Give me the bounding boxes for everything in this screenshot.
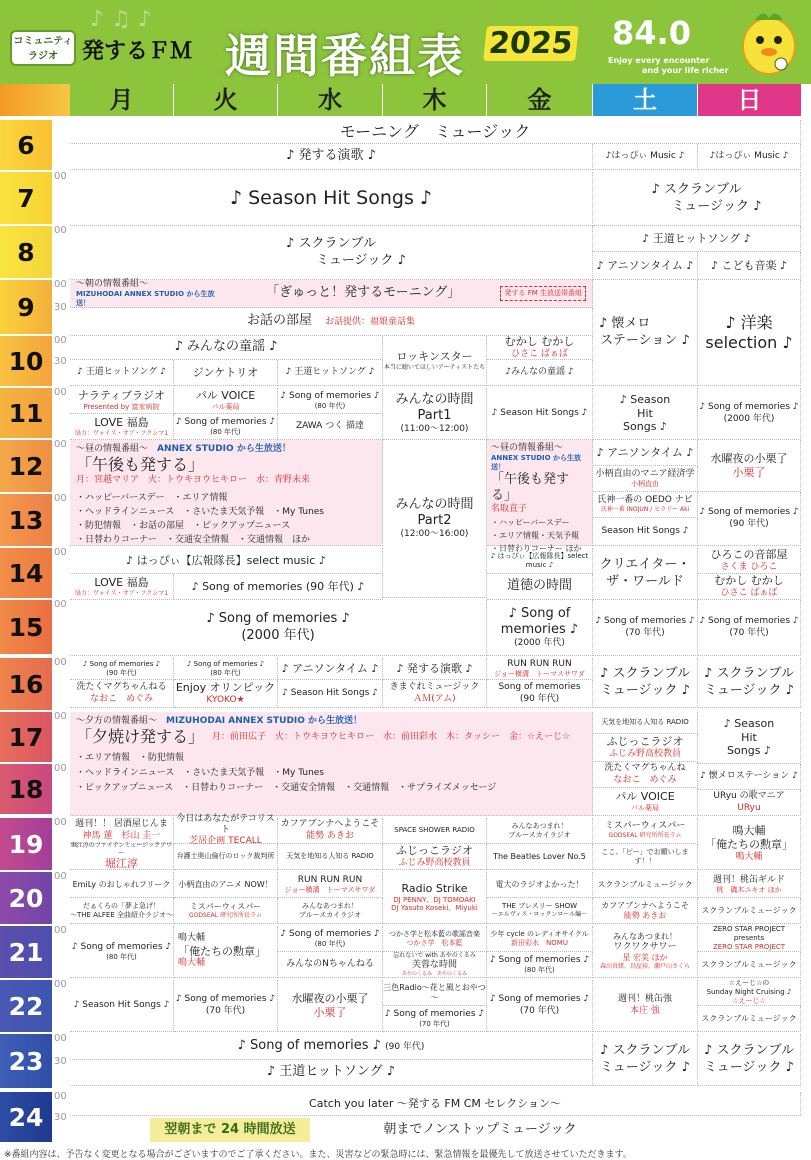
program-tenki-radio-wed: 天気を地知る人知る RADIO bbox=[278, 844, 383, 870]
program-scramble-sat16: ♪ スクランブル ミュージック ♪ bbox=[593, 658, 698, 708]
program-run-run-run-fri: RUN RUN RUN ジョー横溝 トーマスサワダ bbox=[487, 658, 593, 680]
program-anison-sat: ♪ アニソンタイム ♪ bbox=[593, 252, 698, 280]
program-som-90-mon16: ♪ Song of memories ♪ (90 年代) bbox=[70, 658, 174, 680]
program-sentaku-sat: 洗たくマグちゃんね なおこ めぐみ bbox=[593, 762, 698, 788]
program-cafe-abunna-sat: カフアブンナへようこそ 能勢 あきお bbox=[593, 898, 698, 924]
minute-label: 00 bbox=[54, 871, 67, 882]
program-scramble-sat20: スクランブルミュージック bbox=[593, 872, 698, 898]
program-gogo-mo-hassuru-fri: ～昼の情報番組～ ANNEX STUDIO から生放送！ 「午後も発する」 名取直子 ・ハッピーバースデー ・エリア情報・天気予報 ・日替わりコーナー ほか bbox=[487, 440, 593, 546]
program-sunday-night-cruising: ☆えーじ☆の Sunday Night Cruising ♪ ☆えーじ☆ bbox=[698, 980, 801, 1006]
program-kayou-ongaku: つかさ学と松本藍の歌謡音楽 つかさ学 松本藍 bbox=[383, 926, 487, 952]
program-enjoy-olympic: Enjoy オリンピック KYOKO★ bbox=[174, 680, 278, 708]
mascot-icon bbox=[735, 6, 803, 78]
program-dendai-radio: 電大のラジオよかった！ bbox=[487, 872, 593, 898]
hour-label: 13 bbox=[0, 494, 52, 548]
program-gyutto-morning: ～朝の情報番組～ MIZUHODAI ANNEX STUDIO から生放送！ 「ぎゅっと！発するモーニング」 発する FM 生放送帯番組 bbox=[70, 280, 593, 308]
program-som-90-afternoon: ♪ Song of memories (90 年代) ♪ bbox=[174, 574, 383, 600]
program-zero-star: ZERO STAR PROJECT presents ZERO STAR PROJECT bbox=[698, 926, 801, 952]
hour-label: 23 bbox=[0, 1034, 52, 1090]
hour-label: 18 bbox=[0, 764, 52, 816]
program-tecolist: 今日はあなたがテコリスト 芝居企画 TECALL bbox=[174, 818, 278, 844]
program-oguri-wed22: 水曜夜の小栗了 小栗了 bbox=[278, 980, 383, 1032]
program-alfee-radio: だぁくろの「夢よ急げ！ ～THE ALFEE 全曲紹介ラジオ～ bbox=[70, 898, 174, 924]
program-jinke-trio: ジンケトリオ bbox=[174, 360, 278, 386]
footer-note: ※番組内容は、予告なく変更となる場合がございますのでご了承ください。また、災害などの緊急時には、緊急情報を最優先して放送させていただきます。 bbox=[4, 1150, 632, 1160]
program-happy-select-fri: ♪ はっぴぃ【広報隊長】select music ♪ bbox=[487, 548, 593, 574]
minute-label: 30 bbox=[54, 356, 67, 367]
hour-label: 21 bbox=[0, 926, 52, 980]
program-sanshoku-radio: 三色Radio～花と風とおやつ～ bbox=[383, 980, 487, 1006]
program-minna-atsumare-wed: みんなあつまれ！ ブルースカイラジオ bbox=[278, 898, 383, 924]
program-hiroko-onbeya: ひろこの音部屋 さくま ひろこ bbox=[698, 548, 801, 574]
minute-label: 00 bbox=[54, 1091, 67, 1102]
program-scramble-sat23: ♪ スクランブル ミュージック ♪ bbox=[593, 1034, 698, 1086]
hour-label: 6 bbox=[0, 120, 52, 172]
program-kodomo-sun: ♪ こども音楽 ♪ bbox=[698, 252, 801, 280]
day-thu: 木 bbox=[383, 84, 487, 116]
minute-label: 30 bbox=[54, 302, 67, 313]
program-enka: ♪ 発する演歌 ♪ bbox=[70, 144, 593, 170]
program-som-2000: ♪ Song of memories ♪ (2000 年代) bbox=[70, 600, 487, 656]
minute-label: 30 bbox=[54, 1056, 67, 1067]
program-som-80-fri21: ♪ Song of memories ♪ (80 年代) bbox=[487, 952, 593, 978]
program-scramble-sun16: ♪ スクランブル ミュージック ♪ bbox=[698, 658, 801, 708]
program-som-70-thu22: ♪ Song of memories ♪ (70 年代) bbox=[383, 1006, 487, 1032]
year-badge: 2025 bbox=[483, 26, 578, 61]
minute-label: 00 bbox=[54, 599, 67, 610]
program-cafe-abunna: カフアブンナへようこそ 能勢 あきお bbox=[278, 818, 383, 844]
minute-label: 00 bbox=[54, 979, 67, 990]
minute-label: 00 bbox=[54, 657, 67, 668]
program-narrative-radio: ナラティブラジオ Presented by 富家病院 bbox=[70, 388, 174, 414]
minute-label: 00 bbox=[54, 225, 67, 236]
program-natsumero-sun17: ♪ 懐メロステーション ♪ bbox=[698, 764, 801, 790]
minute-label: 00 bbox=[54, 1033, 67, 1044]
program-minna-douyou: ♪ みんなの童謡 ♪ bbox=[70, 336, 383, 360]
program-scramble-weekend: ♪ スクランブル ミュージック ♪ bbox=[593, 172, 801, 226]
program-horie-jun: 堀江淳のファイテンミュージックアワー 堀江淳 bbox=[70, 842, 173, 871]
program-scramble-sun21: スクランブルミュージック bbox=[698, 952, 801, 978]
minute-label: 00 bbox=[54, 817, 67, 828]
program-whisper-sat: ミスパーウィスパー GODSEAL 研究所所長ラム bbox=[593, 818, 698, 844]
badge-24h-broadcast: 翌朝まで 24 時間放送 bbox=[150, 1118, 310, 1142]
minute-label: 00 bbox=[54, 335, 67, 346]
day-tue: 火 bbox=[174, 84, 278, 116]
program-oudou-weekend: ♪ 王道ヒットソング ♪ bbox=[593, 226, 801, 252]
hour-label: 16 bbox=[0, 658, 52, 712]
program-uryu-uta-mania: URyu の歌マニア URyu bbox=[698, 790, 801, 816]
program-douyou-fri: ♪みんなの童謡 ♪ bbox=[487, 360, 593, 386]
program-presley-show: THE ブレスリー SHOW ～エルヴィス・ロックンロール編～ bbox=[487, 898, 593, 924]
program-anime-now: 小柄直由のアニメ NOW！ bbox=[174, 872, 278, 898]
program-som-70-fri22: ♪ Song of memories ♪ (70 年代) bbox=[487, 980, 593, 1032]
program-mukashi-sun: むかし むかし ひさこ ばぁば bbox=[698, 574, 801, 600]
program-run-run-run-wed: RUN RUN RUN ジョー横溝 トーマスサワダ bbox=[278, 872, 383, 898]
hour-label: 17 bbox=[0, 712, 52, 764]
minute-label: 00 bbox=[54, 711, 67, 722]
hour-label: 24 bbox=[0, 1092, 52, 1144]
program-shs-fri: ♪ Season Hit Songs ♪ bbox=[487, 388, 593, 440]
program-natsumero-sat: ♪ 懐メロ ステーション ♪ bbox=[593, 280, 698, 386]
page-title: 週間番組表 bbox=[225, 29, 465, 83]
program-yogaku-sun: ♪ 洋楽 selection ♪ bbox=[698, 280, 801, 386]
program-shs-wed16: ♪ Season Hit Songs ♪ bbox=[278, 680, 383, 708]
program-oretachi-kunsho-tue: 鳴大輔 「俺たちの勲章」 鳴大輔 bbox=[174, 926, 278, 978]
program-wed-oguri-sun: 水曜夜の小栗了 小栗了 bbox=[698, 440, 801, 492]
program-anison-wed16: ♪ アニソンタイム ♪ bbox=[278, 658, 383, 680]
program-som-80-wed: ♪ Song of memories ♪ (80 年代) bbox=[278, 388, 383, 414]
hour-label: 10 bbox=[0, 336, 52, 388]
slogan: Enjoy every encounter and your life richer bbox=[608, 56, 729, 75]
music-note-icon bbox=[80, 2, 220, 32]
program-som-90-night: ♪ Song of memories ♪ (90 年代) bbox=[70, 1034, 593, 1060]
hour-label: 7 bbox=[0, 172, 52, 226]
program-rockin-star: ロッキンスター 本当に聴いてほしいアーティストたち bbox=[383, 336, 487, 386]
program-shs-sat-noon: Season Hit Songs ♪ bbox=[593, 518, 698, 546]
program-happy-select-music: ♪ はっぴぃ【広報隊長】select music ♪ bbox=[70, 548, 383, 574]
program-happy-music-sun: ♪はっぴぃ Music ♪ bbox=[698, 144, 801, 170]
minute-label: 00 bbox=[54, 387, 67, 398]
program-oedo-navi: 氏神一番の OEDO ナビ 氏神一番 INOJUN / ヒラリー Aki bbox=[593, 492, 698, 518]
program-enka-thu16: ♪ 発する演歌 ♪ bbox=[383, 658, 487, 680]
program-season-hit-songs: ♪ Season Hit Songs ♪ bbox=[70, 172, 593, 226]
program-som-2000-fri: ♪ Song of memories ♪ (2000 年代) bbox=[487, 600, 593, 656]
day-sat: 土 bbox=[593, 84, 698, 116]
program-wakuwaku-sour: みんなあつまれ！ ワクワクサワー 星 宏美 ほか 森田真緒、鳥屋裕、瀬戸山さくら bbox=[593, 926, 698, 978]
program-som-70-tue22: ♪ Song of memories ♪ (70 年代) bbox=[174, 980, 278, 1032]
program-morning-music: モーニング ミュージック bbox=[70, 120, 801, 144]
program-love-fukushima-2: LOVE 福島 協力：ヴォイス・オブ・フクシマ1 bbox=[70, 574, 174, 600]
hour-label: 12 bbox=[0, 440, 52, 494]
program-oretachi-kunsho-sun: 鳴大輔 「俺たちの勲章」 鳴大輔 bbox=[698, 818, 801, 870]
day-header-corner bbox=[0, 84, 70, 116]
program-scramble-sun23: ♪ スクランブル ミュージック ♪ bbox=[698, 1034, 801, 1086]
minute-label: 00 bbox=[54, 925, 67, 936]
program-pal-voice: パル VOICE パル薬局 bbox=[174, 388, 278, 414]
program-som-80-mon21: ♪ Song of memories ♪ (80 年代) bbox=[70, 926, 174, 978]
program-anison-sat-noon: ♪ アニソンタイム ♪ bbox=[593, 440, 698, 466]
program-som-80-tue16: ♪ Song of memories ♪ (80 年代) bbox=[174, 658, 278, 680]
community-radio-logo: コミュニティ ラジオ bbox=[10, 30, 76, 66]
program-som-70-sun: ♪ Song of memories ♪ (70 年代) bbox=[698, 600, 801, 656]
program-fujikko-radio-sat: ふじっこラジオ ふじみ野高校教員 bbox=[593, 734, 698, 762]
program-nonstop-music: 朝までノンストップミュージック bbox=[383, 1121, 577, 1137]
program-mania-keizai: 小柄直由のマニア経済学 小柄直由 bbox=[593, 466, 698, 492]
program-love-fukushima: LOVE 福島 協力：ヴォイス・オブ・フクシマ1 bbox=[70, 414, 174, 440]
program-som-70-sat: ♪ Song of memories ♪ (70 年代) bbox=[593, 600, 698, 656]
hour-label: 22 bbox=[0, 980, 52, 1034]
program-fuyou-jikan: 忘れないで with あやのくるみ 芙蓉な時間 あやのくるみ あやのくるみ bbox=[383, 952, 487, 978]
program-sentaku-mag: 洗たくマグちゃんねる なおこ めぐみ bbox=[70, 680, 174, 708]
hour-label: 9 bbox=[0, 280, 52, 336]
program-som-90-fri16: Song of memories (90 年代) bbox=[487, 680, 593, 708]
program-catch-you-later: Catch you later ～発する FM CM セレクション～ bbox=[70, 1092, 801, 1116]
program-tenki-radio-sat: 天気を地知る人知る RADIO bbox=[593, 712, 698, 734]
program-beatles-lover: The Beatles Lover No.5 bbox=[487, 844, 593, 870]
program-happy-music-sat: ♪はっぴぃ Music ♪ bbox=[593, 144, 698, 170]
program-emily-fashion: EmiLy のおしゃれフリーク bbox=[70, 872, 174, 898]
day-sun: 日 bbox=[698, 84, 801, 116]
hour-label: 8 bbox=[0, 226, 52, 280]
minute-label: 00 bbox=[54, 493, 67, 504]
program-minna-atsumare-fri: みんなあつまれ！ ブルースカイラジオ bbox=[487, 818, 593, 844]
program-pii-onegai: ここ、「ピー」でお願いします！！ bbox=[593, 844, 698, 870]
program-som-80-tue: ♪ Song of memories ♪ (80 年代) bbox=[174, 414, 278, 440]
program-izakaya-jinma: 週刊！！ 居酒屋じんま 神馬 蓮 杉山 圭一 bbox=[70, 818, 174, 844]
program-minna-jikan-part1: みんなの時間 Part1 (11:00～12:00) bbox=[383, 388, 487, 440]
program-shs-sat: ♪ Season Hit Songs ♪ bbox=[593, 388, 698, 440]
minute-label: 00 bbox=[54, 279, 67, 290]
program-scramble-sun20: スクランブルミュージック bbox=[698, 898, 801, 924]
hour-label: 15 bbox=[0, 600, 52, 656]
minute-label: 30 bbox=[54, 1112, 67, 1123]
program-creator-world: クリエイター・ ザ・ワールド bbox=[593, 548, 698, 600]
program-shs-sun17: ♪ Season Hit Songs ♪ bbox=[698, 712, 801, 764]
program-momokan-guild: 週刊！桃缶ギルド 桃 磯木ユキオ ほか bbox=[698, 872, 801, 898]
program-mukashi-mukashi: むかし むかし ひさこ ばぁば bbox=[487, 336, 593, 360]
program-pal-voice-sat: パル VOICE パル薬局 bbox=[593, 788, 698, 816]
frequency-label: 84.0 bbox=[612, 14, 691, 52]
program-gogo-mo-hassuru: ～昼の情報番組～ ANNEX STUDIO から生放送！ 「午後も発する」 月：宮越マリア 火：トウキヨウヒキロー 水：青野未来 ・ハッピーバースデー ・エリア情報 ・ヘッドラインニュース ・さいたま天気予報 ・My Tunes ・防犯情報 ・お話の部屋 ・ピックアップニュース ・日替わりコーナー ・交通安全情報 ・交通情報 ほか bbox=[70, 440, 383, 546]
minute-label: 00 bbox=[54, 439, 67, 450]
minute-label: 00 bbox=[54, 763, 67, 774]
program-radio-cycle: 少年 cycle のレディオサイクル 新田彩水 NOMU bbox=[487, 926, 593, 952]
program-space-shower: SPACE SHOWER RADIO bbox=[383, 818, 487, 844]
hour-label: 19 bbox=[0, 818, 52, 872]
minute-label: 00 bbox=[54, 547, 67, 558]
program-yuyake-hassuru: ～夕方の情報番組～ MIZUHODAI ANNEX STUDIO から生放送！ 「夕焼け発する」 月：前田広子 火：トウキヨウヒキロー 水：前田彩水 木：タッシー 金：☆えーじ☆ ・エリア情報 ・防犯情報 ・ヘッドラインニュース ・さいたま天気予報 ・My Tunes ・ピックアップニュース ・日替わりコーナー ・交通安全情報 ・交通情報 ・サプライズメッセージ bbox=[70, 712, 593, 816]
day-wed: 水 bbox=[278, 84, 383, 116]
program-som-80-wed21: ♪ Song of memories ♪ (80 年代) bbox=[278, 926, 383, 952]
program-momokan-tsuyoshi: 週刊！桃缶強 本庄 強 bbox=[593, 980, 698, 1032]
program-shs-mon22: ♪ Season Hit Songs ♪ bbox=[70, 980, 174, 1032]
program-minna-jikan-part2: みんなの時間 Part2 (12:00～16:00) bbox=[383, 440, 487, 598]
program-scramble-weekday: ♪ スクランブル ミュージック ♪ bbox=[70, 226, 593, 280]
program-radio-strike: Radio Strike DJ PENNY、DJ TOMOAKI DJ Yasuto Koseki、Miyuki bbox=[383, 872, 487, 924]
minute-label: 00 bbox=[54, 171, 67, 182]
program-minna-n-channel: みんなのNちゃんねる bbox=[278, 952, 383, 978]
program-oudou-mon: ♪ 王道ヒットソング ♪ bbox=[70, 360, 174, 386]
program-whisper-tue: ミスパーウィスパー GODSEAL 研究所所長ラム bbox=[174, 898, 278, 924]
station-name: 発するＦＭ bbox=[82, 39, 193, 64]
program-doutoku-jikan: 道徳の時間 bbox=[487, 574, 593, 600]
program-scramble-sun22: スクランブルミュージック bbox=[698, 1006, 801, 1032]
program-rock-saibansho: 弁護士奥山倫行のロック裁判所 bbox=[174, 844, 278, 870]
program-oudou-night: ♪ 王道ヒットソング ♪ bbox=[70, 1060, 593, 1086]
hour-label: 14 bbox=[0, 548, 52, 600]
program-fujikko-thu: ふじっこラジオ ふじみ野高校教員 bbox=[383, 844, 487, 870]
program-som-90-sun: ♪ Song of memories ♪ (90 年代) bbox=[698, 492, 801, 546]
program-som-2000-sun: ♪ Song of memories ♪ (2000 年代) bbox=[698, 388, 801, 440]
hour-label: 20 bbox=[0, 872, 52, 926]
day-mon: 月 bbox=[70, 84, 174, 116]
program-oudou-wed: ♪ 王道ヒットソング ♪ bbox=[278, 360, 383, 386]
program-zawa: ZAWA つく 描達 bbox=[278, 414, 383, 440]
svg-text:♪ ♫ ♪: ♪ ♫ ♪ bbox=[90, 7, 152, 32]
day-fri: 金 bbox=[487, 84, 593, 116]
hour-label: 11 bbox=[0, 388, 52, 440]
program-ohanashi-room: お話の部屋 お話提供：福娘童話集 bbox=[70, 308, 593, 336]
program-kimagure-music: きまぐれミュージック ＡＭ(アム) bbox=[383, 680, 487, 708]
